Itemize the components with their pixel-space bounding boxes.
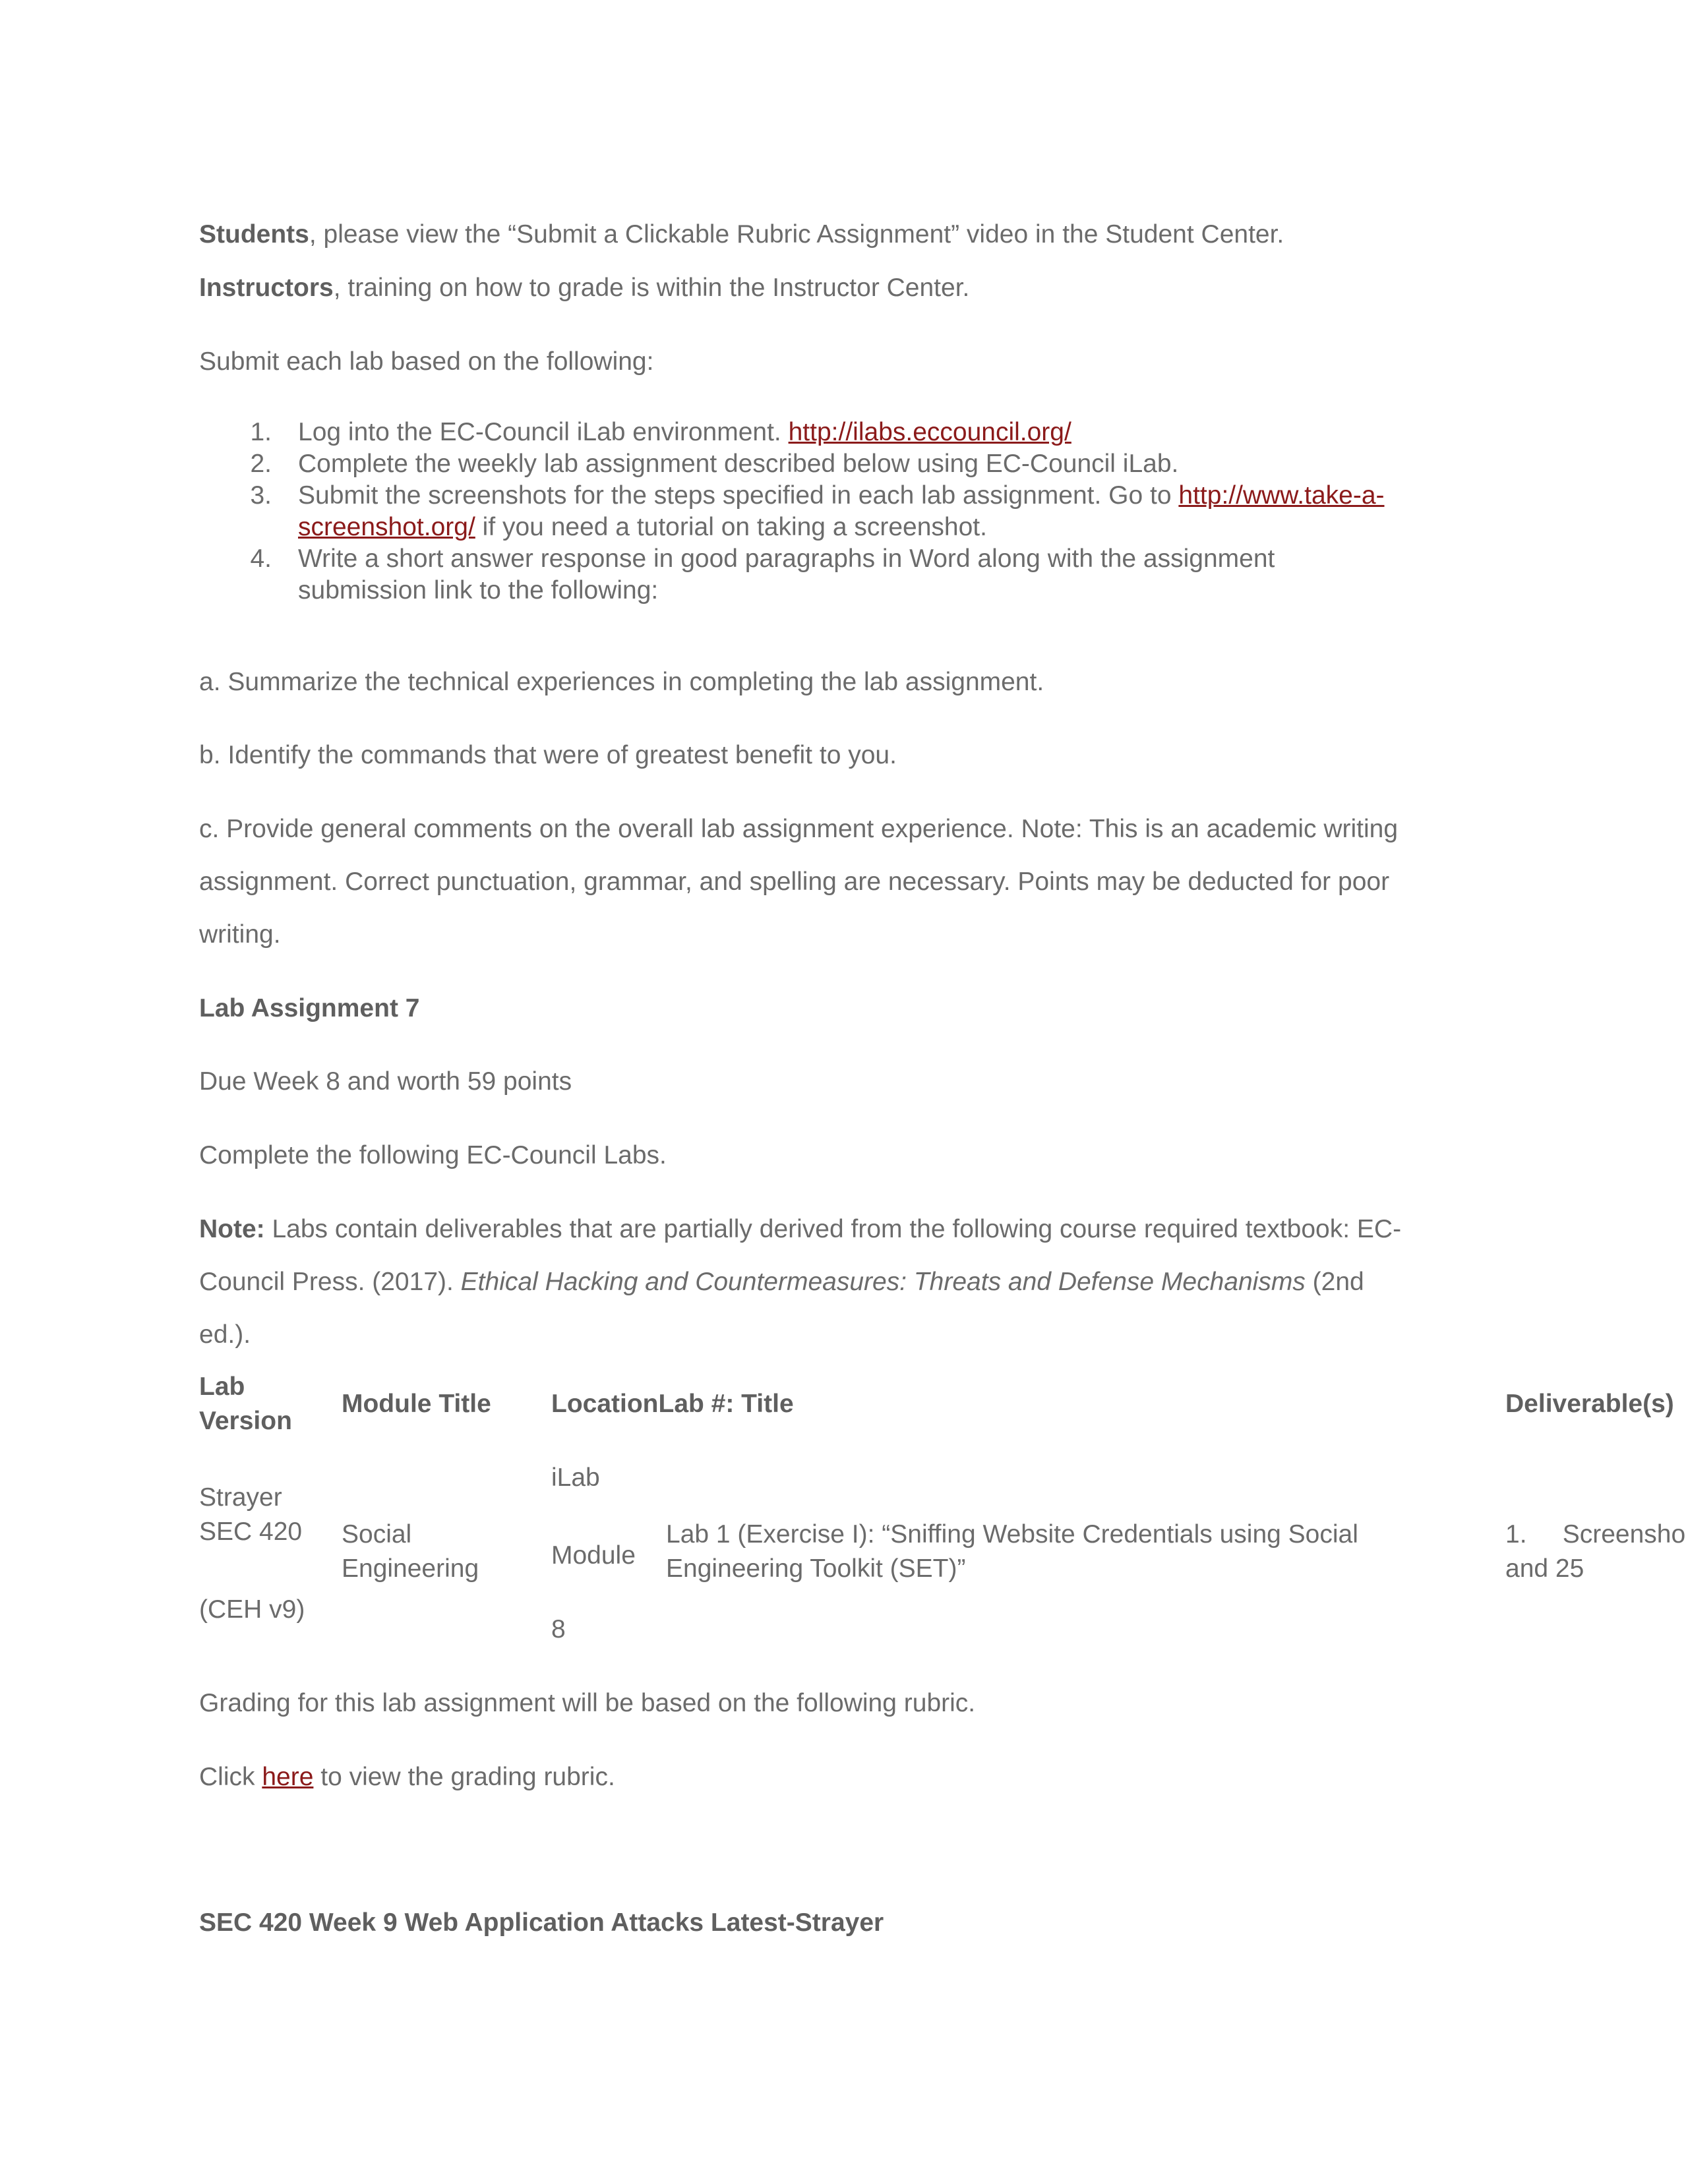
cell-deliverable-2: and 25: [1505, 1554, 1584, 1583]
ilabs-link[interactable]: http://ilabs.eccouncil.org/: [788, 418, 1071, 446]
cell-module-1: Social: [342, 1520, 412, 1549]
assignment-complete: Complete the following EC-Council Labs.: [199, 1141, 667, 1169]
step-text: Log into the EC-Council iLab environment.: [298, 418, 789, 446]
cell-title-1: Lab 1 (Exercise I): “Sniffing Website Credentials using Social: [666, 1520, 1358, 1549]
subitem-b: b. Identify the commands that were of greatest benefit to you.: [199, 741, 897, 769]
note-line2: [199, 1266, 1364, 1298]
cell-version-1: Strayer: [199, 1483, 282, 1512]
cell-module-2: Engineering: [342, 1554, 479, 1583]
note-text: Council Press. (2017).: [199, 1268, 461, 1296]
note-text: Labs contain deliverables that are partially derived from the following course required textbook: EC-: [264, 1215, 1402, 1243]
note-line3: ed.).: [199, 1320, 251, 1349]
cell-version-3: (CEH v9): [199, 1595, 305, 1624]
take-a-screenshot-link[interactable]: screenshot.org/: [298, 513, 475, 541]
students-line: [199, 219, 1284, 251]
note-label: Note:: [199, 1215, 265, 1243]
cell-location-2: Module: [551, 1541, 636, 1570]
assignment-title: Lab Assignment 7: [199, 994, 420, 1022]
note-line1: [199, 1214, 1401, 1245]
cell-location-1: iLab: [551, 1463, 600, 1492]
take-a-screenshot-link[interactable]: http://www.take-a-: [1178, 481, 1385, 510]
step-text: Write a short answer response in good paragraphs in Word along with the assignment: [298, 545, 1275, 573]
instructors-text: , training on how to grade is within the Instructor Center.: [333, 274, 970, 302]
step-text: if you need a tutorial on taking a screenshot.: [475, 513, 987, 541]
header-location-lab: LocationLab #: Title: [551, 1390, 794, 1418]
students-label: Students: [199, 220, 309, 249]
header-lab-version-1: Lab: [199, 1372, 245, 1401]
submit-intro: Submit each lab based on the following:: [199, 347, 654, 376]
subitem-c-line1: c. Provide general comments on the overall lab assignment experience. Note: This is an academic writing: [199, 815, 1399, 843]
header-deliverables: Deliverable(s): [1505, 1390, 1674, 1418]
step-text: Complete the weekly lab assignment described below using EC-Council iLab.: [298, 450, 1179, 478]
note-text: (2nd: [1305, 1268, 1364, 1296]
step-text: submission link to the following:: [298, 576, 659, 605]
instructors-label: Instructors: [199, 274, 334, 302]
grading-text: Grading for this lab assignment will be based on the following rubric.: [199, 1689, 976, 1717]
list-number: 3.: [250, 481, 272, 510]
assignment-due: Due Week 8 and worth 59 points: [199, 1067, 572, 1096]
list-number: 1.: [250, 418, 272, 446]
click-text: to view the grading rubric.: [313, 1763, 615, 1791]
click-text: Click: [199, 1763, 262, 1791]
list-number: 2.: [250, 450, 272, 478]
next-week-title: SEC 420 Week 9 Web Application Attacks Latest-Strayer: [199, 1908, 884, 1937]
header-lab-version-2: Version: [199, 1407, 292, 1435]
cell-deliverable-1: 1. Screensho: [1505, 1520, 1686, 1549]
step-text: Submit the screenshots for the steps specified in each lab assignment. Go to: [298, 481, 1179, 510]
rubric-link[interactable]: here: [262, 1763, 314, 1791]
students-text: , please view the “Submit a Clickable Rubric Assignment” video in the Student Center.: [309, 220, 1284, 249]
header-module-title: Module Title: [342, 1390, 491, 1418]
cell-version-2: SEC 420: [199, 1518, 303, 1546]
cell-location-3: 8: [551, 1615, 566, 1643]
list-number: 4.: [250, 545, 272, 573]
textbook-title: Ethical Hacking and Countermeasures: Threats and Defense Mechanisms: [460, 1268, 1306, 1296]
cell-title-2: Engineering Toolkit (SET)”: [666, 1554, 966, 1583]
grading-click-line: [199, 1761, 615, 1793]
subitem-a: a. Summarize the technical experiences in completing the lab assignment.: [199, 668, 1044, 696]
subitem-c-line2: assignment. Correct punctuation, grammar, and spelling are necessary. Points may be deducted for poor: [199, 868, 1390, 896]
instructors-line: [199, 272, 969, 304]
subitem-c-line3: writing.: [199, 920, 281, 949]
